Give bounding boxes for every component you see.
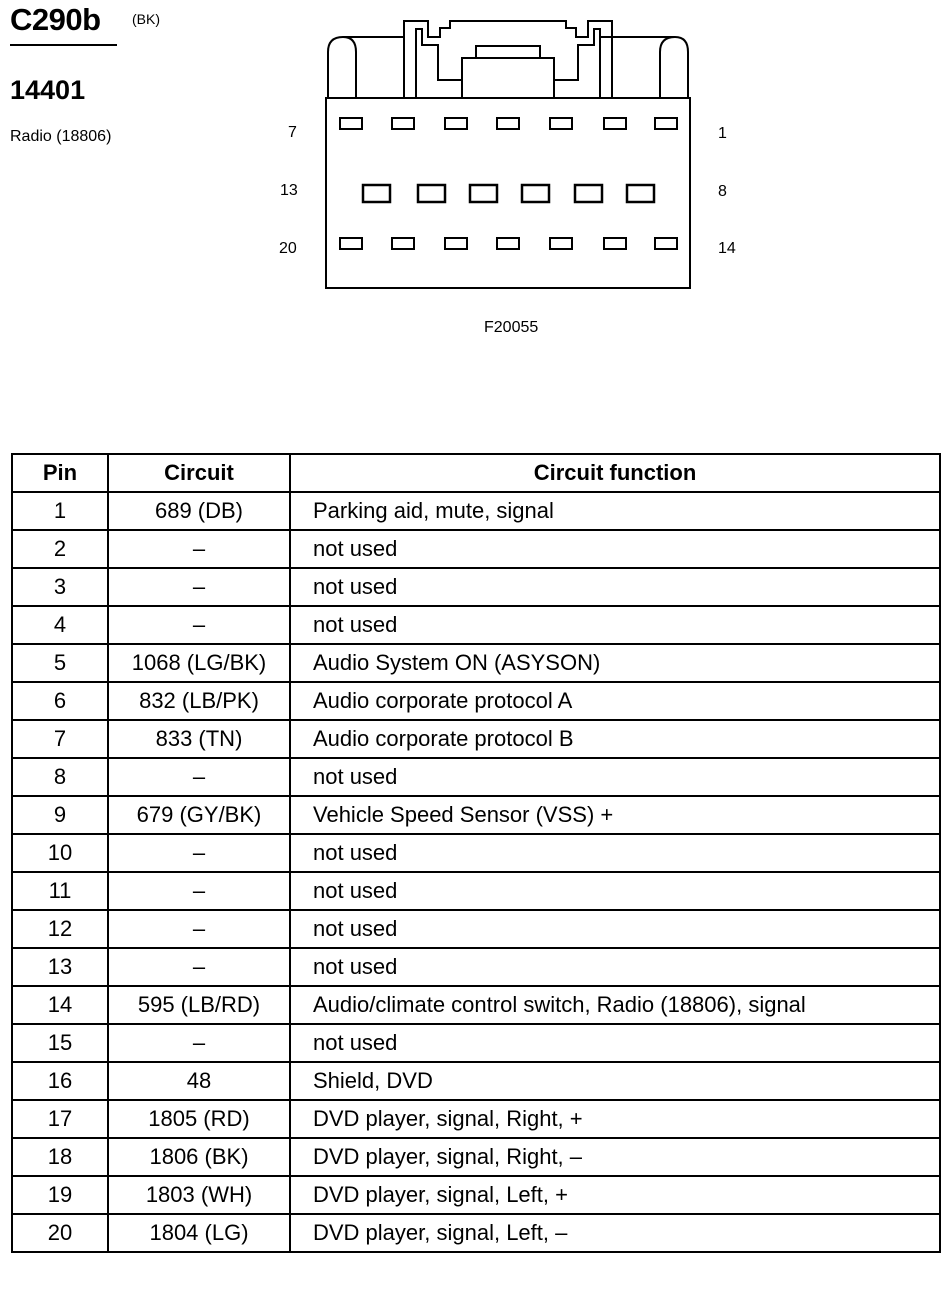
pin-cavity-10 [522,185,549,202]
circuit-number: 1068 (LG/BK) [108,644,290,682]
table-row [12,948,940,986]
table-row [12,910,940,948]
locking-key-inner [416,29,600,98]
circuit-number: 1803 (WH) [108,1176,290,1214]
circuit-function: Audio System ON (ASYSON) [290,644,940,682]
component-name: Radio (18806) [10,128,112,145]
pin-number: 2 [12,530,108,568]
circuit-function: Shield, DVD [290,1062,940,1100]
circuit-number: 832 (LB/PK) [108,682,290,720]
connector-diagram [0,0,951,300]
connector-id: C290b [10,2,101,37]
pin-cavity-18 [445,238,467,249]
pin-number: 11 [12,872,108,910]
connector-color-code: (BK) [132,11,160,27]
pin-label-mid-left: 13 [280,182,298,199]
table-row [12,720,940,758]
header-circuit: Circuit [108,454,290,492]
pin-number: 8 [12,758,108,796]
pin-cavity-16 [550,238,572,249]
circuit-function: not used [290,530,940,568]
circuit-function: not used [290,872,940,910]
pin-number: 15 [12,1024,108,1062]
table-row [12,492,940,530]
table-row [12,986,940,1024]
left-latch [328,37,356,98]
circuit-number: 1805 (RD) [108,1100,290,1138]
circuit-function: not used [290,758,940,796]
circuit-function: Audio/climate control switch, Radio (18806), signal [290,986,940,1024]
circuit-number: – [108,948,290,986]
pin-number: 4 [12,606,108,644]
circuit-function: not used [290,606,940,644]
circuit-number: 1804 (LG) [108,1214,290,1252]
table-row [12,1138,940,1176]
pin-number: 19 [12,1176,108,1214]
pin-number: 17 [12,1100,108,1138]
table-row [12,568,940,606]
circuit-number: 1806 (BK) [108,1138,290,1176]
pin-cavity-17 [497,238,519,249]
right-latch [660,37,688,98]
pin-cavity-1 [655,118,677,129]
pin-cavity-19 [392,238,414,249]
circuit-number: 595 (LB/RD) [108,986,290,1024]
pin-label-top-left: 7 [288,124,297,141]
pin-number: 9 [12,796,108,834]
pin-number: 13 [12,948,108,986]
header-function: Circuit function [290,454,940,492]
circuit-number: 689 (DB) [108,492,290,530]
circuit-function: Audio corporate protocol A [290,682,940,720]
table-row [12,1024,940,1062]
table-row [12,1214,940,1252]
circuit-number: – [108,758,290,796]
pin-cavity-14 [655,238,677,249]
pin-cavity-5 [445,118,467,129]
pin-number: 6 [12,682,108,720]
figure-id: F20055 [484,319,539,336]
pin-table [11,453,941,1253]
pin-cavity-20 [340,238,362,249]
circuit-number: 679 (GY/BK) [108,796,290,834]
header-pin: Pin [12,454,108,492]
circuit-number: – [108,834,290,872]
table-header-row [12,454,940,492]
circuit-function: not used [290,834,940,872]
table-row [12,644,940,682]
circuit-number: 833 (TN) [108,720,290,758]
pin-cavity-13 [363,185,390,202]
table-row [12,682,940,720]
pin-label-bottom-right: 14 [718,240,736,257]
pin-label-bottom-left: 20 [279,240,297,257]
circuit-function: not used [290,1024,940,1062]
table-row [12,872,940,910]
pin-cavity-11 [470,185,497,202]
circuit-function: DVD player, signal, Left, + [290,1176,940,1214]
pin-number: 10 [12,834,108,872]
pin-cavity-9 [575,185,602,202]
circuit-number: – [108,872,290,910]
circuit-function: not used [290,948,940,986]
pin-cavity-12 [418,185,445,202]
pin-number: 1 [12,492,108,530]
pin-cavity-15 [604,238,626,249]
table-row [12,1176,940,1214]
circuit-function: DVD player, signal, Right, + [290,1100,940,1138]
pin-number: 12 [12,910,108,948]
circuit-function: not used [290,910,940,948]
circuit-function: DVD player, signal, Right, – [290,1138,940,1176]
pin-cavity-7 [340,118,362,129]
table-row [12,758,940,796]
circuit-function: Parking aid, mute, signal [290,492,940,530]
circuit-number: 48 [108,1062,290,1100]
circuit-number: – [108,530,290,568]
pin-number: 16 [12,1062,108,1100]
circuit-function: Vehicle Speed Sensor (VSS) + [290,796,940,834]
pin-cavity-3 [550,118,572,129]
pin-label-mid-right: 8 [718,183,727,200]
circuit-number: – [108,606,290,644]
pin-cavity-2 [604,118,626,129]
table-row [12,1100,940,1138]
pin-cavity-6 [392,118,414,129]
table-row [12,530,940,568]
pin-number: 18 [12,1138,108,1176]
pin-number: 3 [12,568,108,606]
table-row [12,834,940,872]
locking-key-top [476,46,540,58]
circuit-number: – [108,568,290,606]
pin-cavity-4 [497,118,519,129]
circuit-function: Audio corporate protocol B [290,720,940,758]
pin-number: 5 [12,644,108,682]
pin-number: 14 [12,986,108,1024]
circuit-function: not used [290,568,940,606]
circuit-number: – [108,910,290,948]
table-row [12,606,940,644]
pin-number: 7 [12,720,108,758]
table-row [12,1062,940,1100]
part-number: 14401 [10,75,86,105]
pin-number: 20 [12,1214,108,1252]
locking-key-tab [462,58,554,98]
pin-cavity-8 [627,185,654,202]
circuit-function: DVD player, signal, Left, – [290,1214,940,1252]
table-row [12,796,940,834]
locking-key-outer [404,21,612,98]
circuit-number: – [108,1024,290,1062]
pin-label-top-right: 1 [718,125,727,142]
